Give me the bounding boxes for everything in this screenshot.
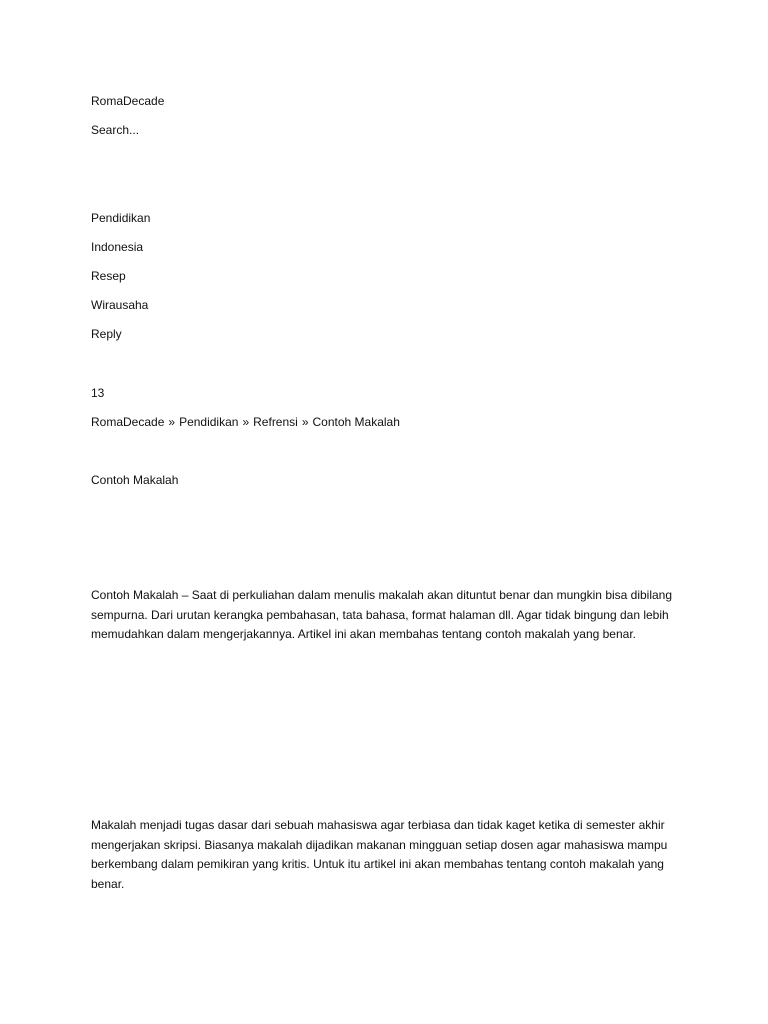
site-name[interactable]: RomaDecade: [91, 94, 165, 108]
breadcrumb-separator: »: [168, 415, 176, 429]
breadcrumb: [91, 414, 400, 430]
breadcrumb-item-pendidikan[interactable]: Pendidikan: [179, 415, 239, 429]
breadcrumb-separator: »: [242, 415, 250, 429]
nav-item-resep[interactable]: Resep: [91, 269, 126, 283]
article-title: Contoh Makalah: [91, 473, 179, 487]
breadcrumb-item-home[interactable]: RomaDecade: [91, 415, 165, 429]
article-paragraph-2: Makalah menjadi tugas dasar dari sebuah mahasiswa agar terbiasa dan tidak kaget ketika di semester akhir mengerjakan skripsi. Biasanya makalah dijadikan makanan mingguan setiap dosen agar mahasiswa mampu berkembang dalam pemikiran yang kritis. Untuk itu artikel ini akan membahas tentang contoh makalah yang benar.: [91, 818, 668, 891]
breadcrumb-separator: »: [301, 415, 309, 429]
search-link[interactable]: Search...: [91, 123, 140, 137]
nav-item-pendidikan[interactable]: Pendidikan: [91, 211, 151, 225]
breadcrumb-item-current: Contoh Makalah: [312, 415, 400, 429]
nav-item-indonesia[interactable]: Indonesia: [91, 240, 144, 254]
article-paragraph-1: Contoh Makalah – Saat di perkuliahan dalam menulis makalah akan dituntut benar dan mungkin bisa dibilang sempurna. Dari urutan kerangka pembahasan, tata bahasa, format halaman dll. Agar tidak bingung dan lebih memudahkan dalam mengerjakannya. Artikel ini akan membahas tentang contoh makalah yang benar.: [91, 588, 673, 641]
nav-item-wirausaha[interactable]: Wirausaha: [91, 298, 149, 312]
breadcrumb-item-refrensi[interactable]: Refrensi: [253, 415, 298, 429]
comment-count: 13: [91, 386, 105, 400]
reply-link[interactable]: Reply: [91, 327, 122, 341]
